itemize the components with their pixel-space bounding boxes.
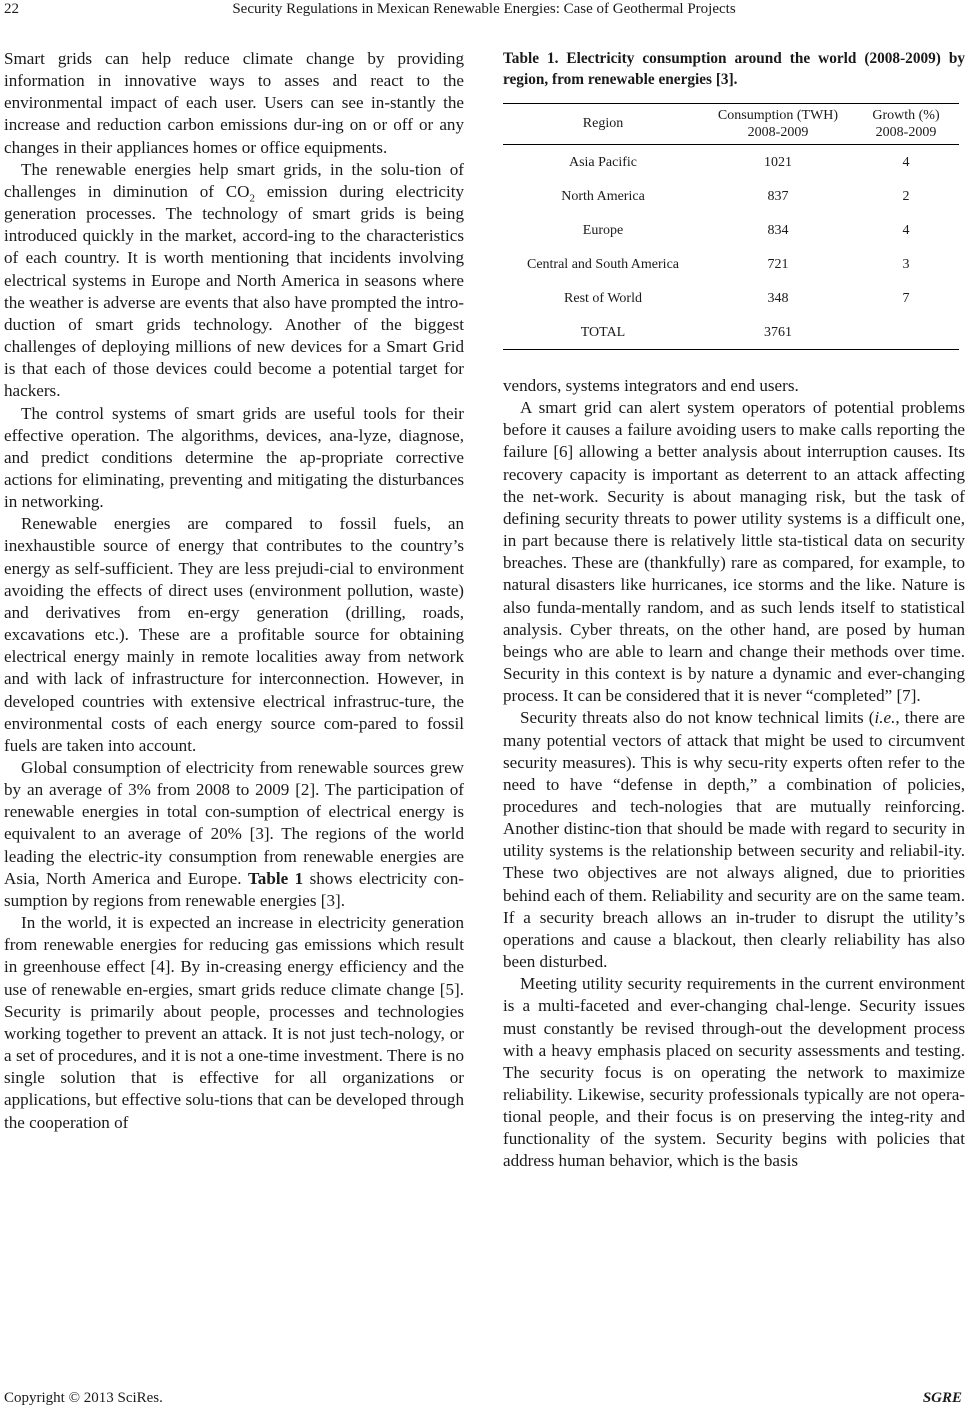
paragraph: The control systems of smart grids are useful tools for their effective operation. The algorithms, devices, ana-lyze, diagnose, and predict conditions determine the ap-propriate corrective actions for eliminating, preventing and mitigating the disturbances in networking. [4, 403, 464, 512]
data-table [503, 103, 959, 350]
paragraph [4, 757, 464, 912]
running-title: Security Regulations in Mexican Renewable Energies: Case of Geothermal Projects [232, 1, 736, 17]
cell-consumption: 1021 [764, 154, 792, 170]
paragraph: In the world, it is expected an increase in electricity generation from renewable energies for reducing gas emissions which result in greenhouse effect [4]. By in-creasing energy efficiency and the use of renewable en-ergies, smart grids reduce climate change [5]. Security is primarily about people, processes and technologies working together to prevent an attack. It is not just tech-nology, or a set of procedures, and it is not a one-time investment. There is no single solution that is effective for all organizations or applications, but effective solu-tions that can be developed through the cooperation of [4, 913, 464, 1132]
cell-region: TOTAL [580, 324, 626, 340]
paragraph: Renewable energies are compared to fossil fuels, an inexhaustible source of energy that contributes to the country’s energy as self-sufficient. They are less prejudi-cial to environment avoiding the effects of direct uses (environment pollution, waste) and derivatives from en-ergy generation (drilling, roads, excavations etc.). These are a profitable source for obtaining electrical energy mainly in remote localities away from network and with lack of infrastructure for interconnection. However, in developed countries with extensive electrical infrastruc-ture, the environmental costs of each energy source com-pared to fossil fuels are taken into account. [4, 514, 464, 755]
cell-growth: 7 [902, 290, 910, 306]
cell-region: Central and South America [526, 256, 680, 272]
left-column [4, 48, 464, 1134]
table-row [503, 145, 959, 180]
cell-consumption: 348 [767, 290, 789, 306]
cell-growth: 4 [902, 154, 910, 170]
table-reference: Table 1 [247, 868, 304, 888]
paragraph [503, 707, 965, 973]
cell-region: Rest of World [564, 290, 642, 306]
header-growth [853, 104, 959, 145]
journal-abbrev: SGRE [922, 1390, 962, 1406]
cell-consumption: 3761 [764, 324, 792, 340]
paragraph: vendors, systems integrators and end users. [503, 376, 799, 395]
cell-growth: 2 [902, 188, 910, 204]
cell-growth: 4 [902, 222, 910, 238]
cell-growth [853, 315, 959, 350]
page-header [0, 0, 968, 28]
cell-region: Asia Pacific [568, 154, 638, 170]
table-caption: Table 1. Electricity consumption around the world (2008-2009) by region, from renewable energies [3]. [503, 50, 965, 88]
subscript: 2 [249, 192, 255, 205]
paragraph-text: emission during electricity generation processes. The technology of smart grids is being introduced quickly in the market, accord-ing to the characteristics of each country. It is worth mentioning that incidents involving electrical systems in Europe and North America in seasons where the weather is adverse are events that also have prompted the intro-duction of smart grids technology. Another of the biggest challenges of deploying millions of new devices for a Smart Grid is that each of those devices could become a potential target for hackers. [4, 181, 464, 401]
header-text: Consumption (TWH) [717, 107, 839, 123]
paragraph-text: Security threats also do not know technical limits ( [520, 708, 875, 728]
paragraph-text: The renewable energies help smart grids, in the solu-tion of challenges in diminution of CO [4, 159, 464, 201]
cell-consumption: 834 [767, 222, 789, 238]
table-block [503, 48, 965, 350]
cell-consumption: 721 [767, 256, 789, 272]
copyright-notice: Copyright © 2013 SciRes. [4, 1390, 163, 1406]
header-region: Region [582, 116, 624, 131]
paragraph-text: , there are many potential vectors of attack that might be used to circumvent security measures). This is why secu-rity experts often refer to the need to have “defense in depth,” a combination of policies, procedures and tech-nologies that are mutually reinforcing. Another distinc-tion that should be made with regard to security in utility systems is the relationship between security and reliabil-ity. These two objectives are not always aligned, due to priorities behind each of them. Reliability and security are on the same team. If a security breach allows an in-truder to disrupt the utility’s operations and cause a blackout, then clearly reliability has also been disturbed. [503, 708, 965, 972]
cell-region: North America [561, 188, 645, 204]
right-column [503, 375, 965, 1173]
paragraph: A smart grid can alert system operators of potential problems before it causes a failure avoiding users to make calls reporting the failure [6] allowing a better analysis about interruption causes. Its recovery capacity is important as deterrent to an attack affecting the net-work. Security is about managing risk, but the task of defining security threats to power utility systems is a difficult one, in part because there is relatively little sta-tistical data on security breaches. These are (thankfully) rare as compared, for example, to natural disasters like hurricanes, ice storms and the like. Nature is also funda-mentally random, and as such lends itself to statistical analysis. Cyber threats, on the other hand, are posed by human beings who are able to learn and change their methods over time. Security in this context is by nature a dynamic and ever-changing process. It can be considered that it is never “completed” [7]. [503, 398, 965, 706]
paragraph-text: shows electricity con-sumption by regions from renewable energies [3]. [4, 868, 465, 910]
table-row [503, 213, 959, 247]
header-consumption [703, 104, 853, 145]
table-row [503, 179, 959, 213]
page-number: 22 [4, 1, 19, 17]
paragraph: Meeting utility security requirements in the current environment is a multi-faceted and ever-changing chal-lenge. Security issues must constantly be revised through-out the development process with a heavy emphasis placed on security assessments and testing. The security focus is on operating the network to maximize reliability. Likewise, security professionals typically are not opera-tional people, and their focus is on preserving the integ-rity and functionality of the system. Security begins with policies that address human behavior, which is the basis [503, 974, 965, 1171]
table-row [503, 281, 959, 315]
cell-growth: 3 [902, 256, 910, 272]
table-header-row [503, 104, 959, 145]
paragraph [4, 159, 464, 403]
table-row-total [503, 315, 959, 350]
header-text: 2008-2009 [747, 124, 809, 140]
header-text: 2008-2009 [875, 124, 937, 140]
cell-region: Europe [582, 222, 624, 238]
paragraph: Smart grids can help reduce climate change by providing information in innovative ways to asses and react to the environmental impact of each user. Users can see in-stantly the increase and reduction carbon emissions dur-ing on or off or any changes in their appliances homes or office equipments. [4, 49, 464, 157]
italic-abbrev: i.e. [874, 708, 896, 728]
cell-consumption: 837 [767, 188, 789, 204]
header-text: Growth (%) [872, 107, 940, 123]
paragraph-text: Global consumption of electricity from renewable sources grew by an average of 3% from 2008 to 2009 [2]. The participation of renewable energies in total con-sumption of electrical energy is equivalent to an average of 20% [3]. The regions of the world leading the electric-ity consumption from renewable energies are Asia, North America and Europe. [4, 758, 464, 888]
table-row [503, 247, 959, 281]
